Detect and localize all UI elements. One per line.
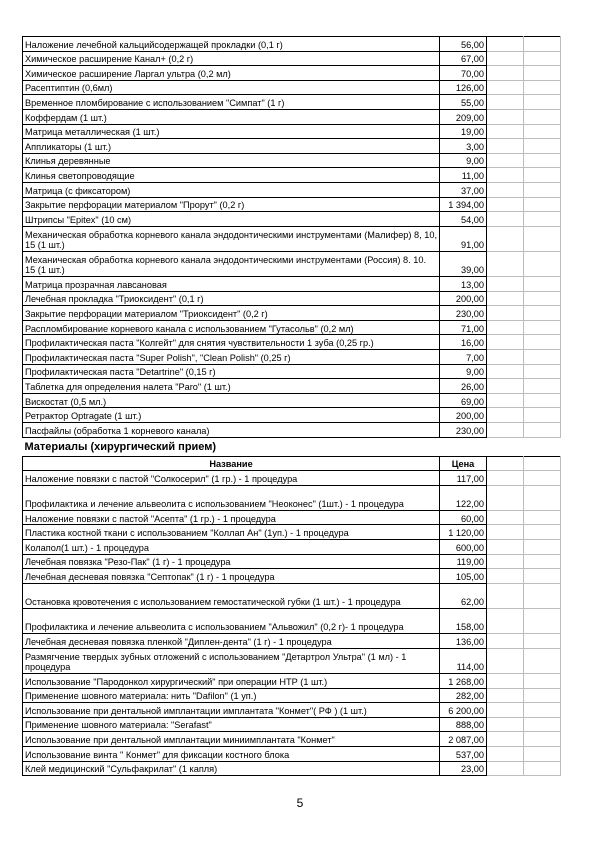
service-name: Таблетка для определения налета "Paro" (1 шт.) xyxy=(23,379,440,394)
section-title-row xyxy=(23,437,561,456)
empty-cell xyxy=(487,212,524,227)
empty-cell xyxy=(487,688,524,703)
table-row xyxy=(23,648,561,673)
empty-cell xyxy=(487,350,524,365)
price-table xyxy=(22,36,561,776)
service-name: Распломбирование корневого канала с использованием "Гутасольв" (0,2 мл) xyxy=(23,320,440,335)
price-list-dental-materials xyxy=(23,37,561,438)
empty-cell xyxy=(487,634,524,649)
empty-cell xyxy=(524,291,561,306)
empty-cell xyxy=(524,634,561,649)
table-row xyxy=(23,540,561,555)
service-price: 600,00 xyxy=(440,540,487,555)
service-name: Профилактическая паста "Колгейт" для снятия чувствительности 1 зуба (0,25 гр.) xyxy=(23,335,440,350)
table-row xyxy=(23,732,561,747)
empty-cell xyxy=(487,379,524,394)
service-price: 282,00 xyxy=(440,688,487,703)
service-name: Колапол(1 шт.) - 1 процедура xyxy=(23,540,440,555)
table-row xyxy=(23,471,561,486)
empty-cell xyxy=(487,66,524,81)
service-price: 122,00 xyxy=(440,485,487,510)
service-name: Химическое расширение Канал+ (0,2 г) xyxy=(23,51,440,66)
table-row xyxy=(23,197,561,212)
empty-cell xyxy=(487,109,524,124)
service-price: 1 268,00 xyxy=(440,674,487,689)
empty-cell xyxy=(524,688,561,703)
empty-cell xyxy=(487,393,524,408)
empty-cell xyxy=(487,648,524,673)
empty-cell xyxy=(524,251,561,276)
table-row xyxy=(23,393,561,408)
service-price: 16,00 xyxy=(440,335,487,350)
service-price: 6 200,00 xyxy=(440,703,487,718)
table-row xyxy=(23,51,561,66)
service-name: Клинья светопроводящие xyxy=(23,168,440,183)
table-row xyxy=(23,251,561,276)
service-name: Применение шовного материала: "Serafast" xyxy=(23,717,440,732)
empty-cell xyxy=(487,197,524,212)
empty-cell xyxy=(487,277,524,292)
service-name: Размягчение твердых зубных отложений с использованием "Детартрол Ультра" (1 мл) - 1 процедура xyxy=(23,648,440,673)
table-row xyxy=(23,168,561,183)
empty-cell xyxy=(524,717,561,732)
service-price: 9,00 xyxy=(440,364,487,379)
service-price: 3,00 xyxy=(440,139,487,154)
service-price: 56,00 xyxy=(440,37,487,52)
empty-cell xyxy=(524,471,561,486)
service-name: Матрица (с фиксатором) xyxy=(23,182,440,197)
empty-cell xyxy=(524,139,561,154)
table-row xyxy=(23,423,561,438)
empty-cell xyxy=(487,761,524,776)
service-name: Профилактика и лечение альвеолита с использованием "Альвожил" (0,2 г)- 1 процедура xyxy=(23,609,440,634)
table-row xyxy=(23,335,561,350)
service-price: 19,00 xyxy=(440,124,487,139)
service-price: 158,00 xyxy=(440,609,487,634)
service-name: Лечебная десневая повязка пленкой "Диплен-дента" (1 г) - 1 процедура xyxy=(23,634,440,649)
empty-cell xyxy=(487,583,524,608)
service-name: Закрытие перфорации материалом "Триоксидент" (0,2 г) xyxy=(23,306,440,321)
table-row xyxy=(23,66,561,81)
table-row xyxy=(23,746,561,761)
service-price: 55,00 xyxy=(440,95,487,110)
table-row xyxy=(23,569,561,584)
service-name: Химическое расширение Ларгал ультра (0,2 мл) xyxy=(23,66,440,81)
service-name: Использование "Пародонкол хирургический" при операции НТР (1 шт.) xyxy=(23,674,440,689)
empty-cell xyxy=(524,703,561,718)
service-name: Использование при дентальной имплантации миниимплантата "Конмет" xyxy=(23,732,440,747)
service-name: Использование винта " Конмет" для фиксации костного блока xyxy=(23,746,440,761)
empty-cell xyxy=(524,423,561,438)
service-name: Наложение повязки с пастой "Асепта" (1 гр.) - 1 процедура xyxy=(23,510,440,525)
empty-cell xyxy=(524,379,561,394)
table-row xyxy=(23,350,561,365)
service-price: 9,00 xyxy=(440,153,487,168)
service-price: 200,00 xyxy=(440,408,487,423)
service-price: 209,00 xyxy=(440,109,487,124)
table-row xyxy=(23,153,561,168)
service-price: 1 394,00 xyxy=(440,197,487,212)
service-price: 7,00 xyxy=(440,350,487,365)
service-price: 13,00 xyxy=(440,277,487,292)
price-list-surgical-materials xyxy=(23,471,561,776)
table-row xyxy=(23,182,561,197)
service-price: 119,00 xyxy=(440,554,487,569)
service-price: 91,00 xyxy=(440,226,487,251)
empty-cell xyxy=(487,609,524,634)
table-header-row xyxy=(23,456,561,471)
empty-cell xyxy=(487,182,524,197)
empty-cell xyxy=(524,66,561,81)
service-price: 200,00 xyxy=(440,291,487,306)
empty-cell xyxy=(524,95,561,110)
service-price: 67,00 xyxy=(440,51,487,66)
service-name: Ретрактор Optragate (1 шт.) xyxy=(23,408,440,423)
service-name: Профилактика и лечение альвеолита с использованием "Неоконес" (1шт.) - 1 процедура xyxy=(23,485,440,510)
service-name: Матрица металлическая (1 шт.) xyxy=(23,124,440,139)
section-title: Материалы (хирургический прием) xyxy=(24,440,217,453)
table-row xyxy=(23,277,561,292)
table-row xyxy=(23,485,561,510)
empty-cell xyxy=(487,703,524,718)
service-name: Клей медицинский "Сульфакрилат" (1 капля) xyxy=(23,761,440,776)
empty-cell xyxy=(524,320,561,335)
section-surgical xyxy=(23,437,561,470)
service-name: Использование при дентальной имплантации имплантата "Конмет"( РФ ) (1 шт.) xyxy=(23,703,440,718)
service-price: 60,00 xyxy=(440,510,487,525)
service-name: Матрица прозрачная лавсановая xyxy=(23,277,440,292)
service-name: Профилактическая паста "Super Polish", "Clean Polish" (0,25 г) xyxy=(23,350,440,365)
empty-cell xyxy=(524,746,561,761)
service-price: 230,00 xyxy=(440,306,487,321)
empty-cell xyxy=(487,364,524,379)
empty-cell xyxy=(524,732,561,747)
empty-cell xyxy=(524,456,561,471)
empty-cell xyxy=(524,609,561,634)
empty-cell xyxy=(524,350,561,365)
empty-cell xyxy=(524,51,561,66)
empty-cell xyxy=(524,393,561,408)
empty-cell xyxy=(487,153,524,168)
empty-cell xyxy=(487,471,524,486)
empty-cell xyxy=(524,37,561,52)
table-row xyxy=(23,306,561,321)
service-price: 117,00 xyxy=(440,471,487,486)
service-price: 136,00 xyxy=(440,634,487,649)
table-row xyxy=(23,37,561,52)
empty-cell xyxy=(524,306,561,321)
table-row xyxy=(23,525,561,540)
empty-cell xyxy=(487,525,524,540)
service-price: 114,00 xyxy=(440,648,487,673)
empty-cell xyxy=(524,583,561,608)
empty-cell xyxy=(487,51,524,66)
service-name: Закрытие перфорации материалом "Прорут" (0,2 г) xyxy=(23,197,440,212)
empty-cell xyxy=(487,168,524,183)
empty-cell xyxy=(524,197,561,212)
service-name: Остановка кровотечения с использованием гемостатической губки (1 шт.) - 1 процедура xyxy=(23,583,440,608)
empty-cell xyxy=(487,320,524,335)
service-price: 37,00 xyxy=(440,182,487,197)
table-row xyxy=(23,761,561,776)
service-name: Расептиптин (0,6мл) xyxy=(23,80,440,95)
empty-cell xyxy=(524,510,561,525)
service-name: Наложение повязки с пастой "Солкосерил" (1 гр.) - 1 процедура xyxy=(23,471,440,486)
service-name: Пластика костной ткани с использованием "Коллап Ан" (1уп.) - 1 процедура xyxy=(23,525,440,540)
service-name: Коффердам (1 шт.) xyxy=(23,109,440,124)
empty-cell xyxy=(524,80,561,95)
empty-cell xyxy=(524,109,561,124)
empty-cell xyxy=(524,525,561,540)
empty-cell xyxy=(487,540,524,555)
empty-cell xyxy=(524,540,561,555)
empty-cell xyxy=(524,153,561,168)
service-name: Аппликаторы (1 шт.) xyxy=(23,139,440,154)
empty-cell xyxy=(524,485,561,510)
empty-cell xyxy=(524,212,561,227)
table-row xyxy=(23,609,561,634)
service-name: Профилактическая паста "Detartrine" (0,15 г) xyxy=(23,364,440,379)
service-price: 62,00 xyxy=(440,583,487,608)
empty-cell xyxy=(487,80,524,95)
table-row xyxy=(23,510,561,525)
empty-cell xyxy=(487,456,524,471)
table-row xyxy=(23,226,561,251)
table-row xyxy=(23,379,561,394)
empty-cell xyxy=(487,554,524,569)
empty-cell xyxy=(524,168,561,183)
service-price: 69,00 xyxy=(440,393,487,408)
service-name: Лечебная прокладка "Триоксидент" (0,1 г) xyxy=(23,291,440,306)
empty-cell xyxy=(487,124,524,139)
empty-cell xyxy=(524,554,561,569)
service-price: 126,00 xyxy=(440,80,487,95)
column-header-price: Цена xyxy=(440,456,487,471)
service-name: Штрипсы "Epitex" (10 см) xyxy=(23,212,440,227)
table-row xyxy=(23,124,561,139)
table-row xyxy=(23,408,561,423)
empty-cell xyxy=(524,335,561,350)
service-name: Механическая обработка корневого канала эндодонтическими инструментами (Малифер) 8, 10, 15 (1 шт.) xyxy=(23,226,440,251)
page-number: 5 xyxy=(296,796,304,810)
empty-cell xyxy=(487,37,524,52)
empty-cell xyxy=(487,408,524,423)
empty-cell xyxy=(524,124,561,139)
service-name: Вискостат (0,5 мл.) xyxy=(23,393,440,408)
table-row xyxy=(23,364,561,379)
empty-cell xyxy=(524,277,561,292)
service-price: 11,00 xyxy=(440,168,487,183)
service-price: 23,00 xyxy=(440,761,487,776)
empty-cell xyxy=(487,306,524,321)
empty-cell xyxy=(487,732,524,747)
table-row xyxy=(23,554,561,569)
service-price: 39,00 xyxy=(440,251,487,276)
table-row xyxy=(23,291,561,306)
service-name: Механическая обработка корневого канала эндодонтическими инструментами (Россия) 8. 10. 15 (1 шт.) xyxy=(23,251,440,276)
empty-cell xyxy=(524,182,561,197)
table-row xyxy=(23,139,561,154)
empty-cell xyxy=(487,251,524,276)
empty-cell xyxy=(487,335,524,350)
service-price: 1 120,00 xyxy=(440,525,487,540)
empty-cell xyxy=(487,291,524,306)
table-row xyxy=(23,109,561,124)
table-row xyxy=(23,688,561,703)
table-row xyxy=(23,674,561,689)
empty-cell xyxy=(487,485,524,510)
service-price: 537,00 xyxy=(440,746,487,761)
service-price: 70,00 xyxy=(440,66,487,81)
table-row xyxy=(23,634,561,649)
service-price: 2 087,00 xyxy=(440,732,487,747)
empty-cell xyxy=(524,364,561,379)
column-header-name: Название xyxy=(23,456,440,471)
service-price: 71,00 xyxy=(440,320,487,335)
empty-cell xyxy=(524,648,561,673)
empty-cell xyxy=(487,746,524,761)
empty-cell xyxy=(487,510,524,525)
empty-cell xyxy=(487,423,524,438)
empty-cell xyxy=(487,569,524,584)
table-row xyxy=(23,717,561,732)
empty-cell xyxy=(524,569,561,584)
service-name: Применение шовного материала: нить "Dafilon" (1 уп.) xyxy=(23,688,440,703)
empty-cell xyxy=(487,674,524,689)
service-name: Лечебная десневая повязка "Септопак" (1 г) - 1 процедура xyxy=(23,569,440,584)
service-name: Временное пломбирование с использованием "Симпат" (1 г) xyxy=(23,95,440,110)
table-row xyxy=(23,583,561,608)
service-name: Пасфайлы (обработка 1 корневого канала) xyxy=(23,423,440,438)
empty-cell xyxy=(524,761,561,776)
table-row xyxy=(23,320,561,335)
service-name: Клинья деревянные xyxy=(23,153,440,168)
empty-cell xyxy=(487,717,524,732)
empty-cell xyxy=(524,226,561,251)
empty-cell xyxy=(487,139,524,154)
empty-cell xyxy=(524,408,561,423)
table-row xyxy=(23,212,561,227)
service-price: 230,00 xyxy=(440,423,487,438)
empty-cell xyxy=(524,674,561,689)
service-price: 105,00 xyxy=(440,569,487,584)
table-row xyxy=(23,95,561,110)
table-row xyxy=(23,703,561,718)
service-price: 888,00 xyxy=(440,717,487,732)
service-name: Наложение лечебной кальцийсодержащей прокладки (0,1 г) xyxy=(23,37,440,52)
service-price: 54,00 xyxy=(440,212,487,227)
table-row xyxy=(23,80,561,95)
service-name: Лечебная повязка "Резо-Пак" (1 г) - 1 процедура xyxy=(23,554,440,569)
empty-cell xyxy=(487,95,524,110)
service-price: 26,00 xyxy=(440,379,487,394)
empty-cell xyxy=(487,226,524,251)
